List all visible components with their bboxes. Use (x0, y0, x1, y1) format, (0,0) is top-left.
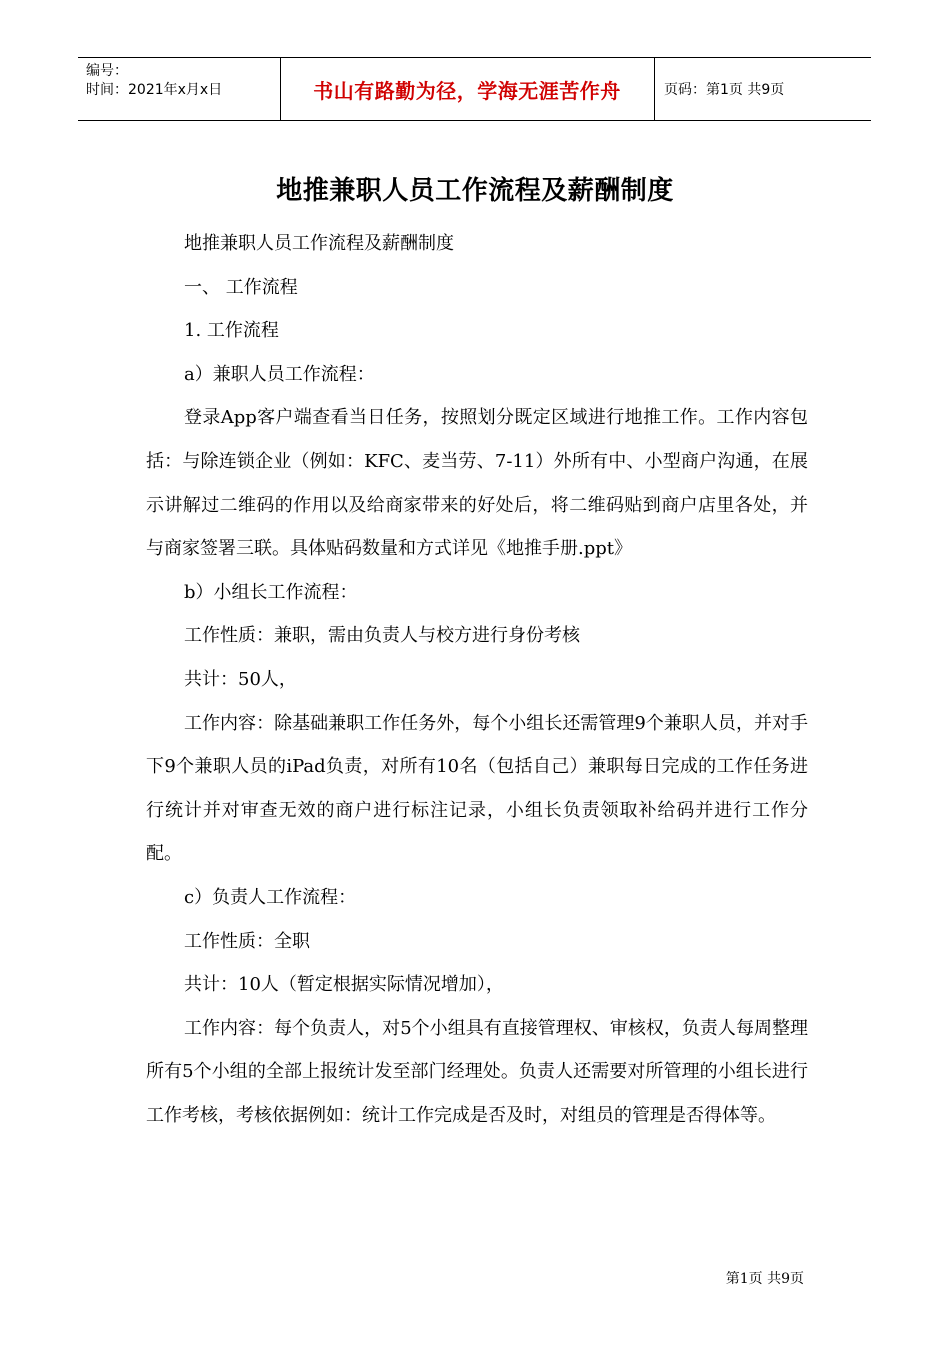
document-title: 地推兼职人员工作流程及薪酬制度 (276, 176, 674, 206)
header-meta (86, 62, 280, 100)
paragraph-c-nature: 工作性质：全职 (184, 930, 310, 952)
paragraph-c-content: 工作内容：每个负责人，对5个小组具有直接管理权、审核权，负责人每周整理所有5个小组的全部上报统计发至部门经理处。负责人还需要对所管理的小组长进行工作考核，考核依据例如：统计工作完成是否及时，对组员的管理是否得体等。 (146, 1017, 808, 1126)
section-heading: 一、 工作流程 (184, 276, 298, 298)
item-heading-b: b）小组长工作流程： (184, 581, 358, 603)
paragraph-b-content: 工作内容：除基础兼职工作任务外，每个小组长还需管理9个兼职人员，并对手下9个兼职人员的iPad负责，对所有10名（包括自己）兼职每日完成的工作任务进行统计并对审查无效的商户进行标注记录，小组长负责领取补给码并进行工作分配。 (146, 712, 808, 865)
header-divider-right (654, 58, 655, 120)
time-label: 时间：2021年x月x日 (86, 82, 223, 98)
paragraph-c-count: 共计：10人（暂定根据实际情况增加）， (184, 974, 504, 996)
paragraph-b-count: 共计：50人， (184, 668, 297, 690)
header-motto: 书山有路勤为径，学海无涯苦作舟 (313, 78, 621, 103)
paragraph-b-nature: 工作性质：兼职，需由负责人与校方进行身份考核 (184, 625, 580, 647)
page-footer: 第1页 共9页 (725, 1271, 804, 1287)
document-body (146, 222, 808, 1137)
paragraph-subtitle: 地推兼职人员工作流程及薪酬制度 (184, 233, 454, 254)
item-heading-c: c）负责人工作流程： (184, 886, 357, 908)
paragraph-a-content: 登录App客户端查看当日任务，按照划分既定区域进行地推工作。工作内容包括：与除连锁企业（例如：KFC、麦当劳、7-11）外所有中、小型商户沟通，在展示讲解过二维码的作用以及给商家带来的好处后，将二维码贴到商户店里各处，并与商家签署三联。具体贴码数量和方式详见《地推手册.ppt》 (146, 407, 808, 560)
subsection-heading: 1. 工作流程 (184, 320, 279, 342)
header-page-info: 页码：第1页 共9页 (664, 82, 785, 98)
document-header (78, 57, 871, 121)
item-heading-a: a）兼职人员工作流程： (184, 363, 375, 385)
number-label: 编号： (86, 63, 128, 79)
